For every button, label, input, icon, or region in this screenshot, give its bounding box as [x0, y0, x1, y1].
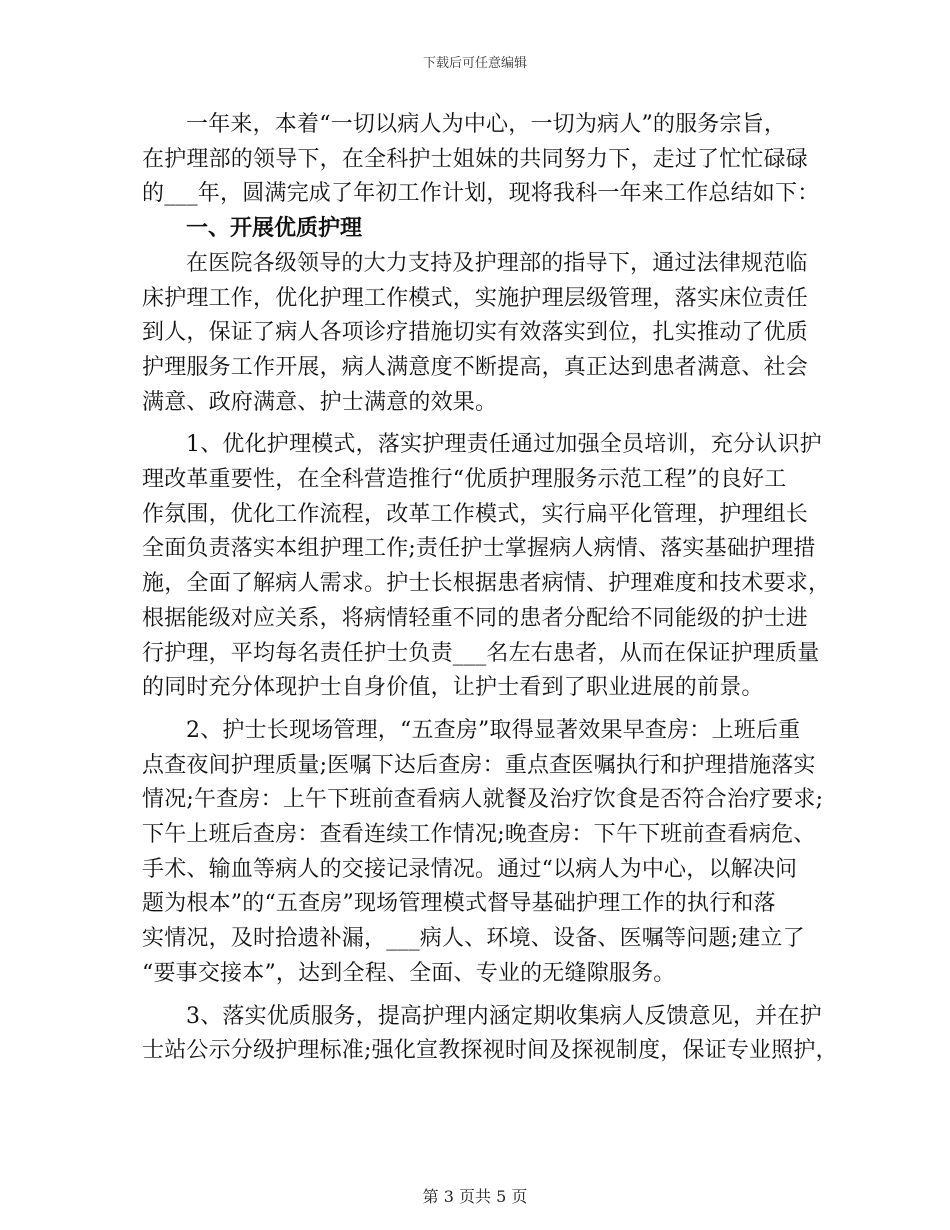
document-body — [142, 108, 838, 1069]
item-3-paragraph — [142, 1000, 838, 1069]
section-heading: 一、开展优质护理 — [186, 216, 363, 242]
text-line: 在医院各级领导的大力支持及护理部的指导下，通过法律规范临 — [186, 250, 808, 276]
text-line: 护理服务工作开展，病人满意度不断提高，真正达到患者满意、社会 — [142, 354, 809, 380]
text-line: 士站公示分级护理标准;强化宣教探视时间及探视制度，保证专业照护， — [142, 1038, 838, 1064]
text-line: 实情况，及时拾遗补漏，___病人、环境、设备、医嘱等问题;建立了 — [142, 926, 805, 952]
text-line: 全面负责落实本组护理工作;责任护士掌握病人病情、落实基础护理措 — [142, 536, 816, 562]
text-line: 一年来，本着“一切以病人为中心，一切为病人”的服务宗旨， — [186, 112, 787, 137]
text-line: 满意、政府满意、护士满意的效果。 — [142, 389, 498, 415]
text-line: 3、落实优质服务，提高护理内涵定期收集病人反馈意见，并在护 — [186, 1003, 822, 1029]
text-line: 下午上班后查房：查看连续工作情况;晚查房：下午下班前查看病危、 — [142, 822, 816, 848]
text-line: 到人，保证了病人各项诊疗措施切实有效落实到位，扎实推动了优质 — [142, 320, 809, 346]
text-line: 的同时充分体现护士自身价值，让护士看到了职业进展的前景。 — [142, 675, 764, 701]
text-line: 题为根本”的“五查房”现场管理模式督导基础护理工作的执行和落 — [142, 891, 776, 917]
text-line: 的___年，圆满完成了年初工作计划，现将我科一年来工作总结如下： — [142, 181, 820, 207]
page-number: 第 3 页共 5 页 — [422, 1187, 528, 1206]
item-1-paragraph — [142, 428, 831, 706]
text-line: 行护理，平均每名责任护士负责___名左右患者，从而在保证护理质量 — [142, 640, 820, 666]
text-line: “要事交接本”，达到全程、全面、专业的无缝隙服务。 — [142, 960, 676, 986]
text-line: 理改革重要性，在全科营造推行“优质护理服务示范工程”的良好工 — [142, 467, 787, 493]
intro-paragraph — [142, 108, 820, 212]
text-line: 施，全面了解病人需求。护士长根据患者病情、护理难度和技术要求， — [142, 571, 831, 597]
text-line: 床护理工作，优化护理工作模式，实施护理层级管理，落实床位责任 — [142, 285, 809, 311]
text-line: 点查夜间护理质量;医嘱下达后查房：重点查医嘱执行和护理措施落实 — [142, 752, 816, 778]
text-line: 手术、输血等病人的交接记录情况。通过“以病人为中心，以解决问 — [142, 856, 798, 882]
text-line: 情况;午查房：上午下班前查看病人就餐及治疗饮食是否符合治疗要求; — [142, 787, 824, 813]
text-line: 在护理部的领导下，在全科护士姐妹的共同努力下，走过了忙忙碌碌 — [142, 146, 809, 172]
text-line: 1、优化护理模式，落实护理责任通过加强全员培训，充分认识护 — [186, 432, 822, 458]
page-header-note: 下载后可任意编辑 — [422, 56, 527, 71]
text-line: 根据能级对应关系，将病情轻重不同的患者分配给不同能级的护士进 — [142, 605, 809, 631]
text-line: 作氛围，优化工作流程，改革工作模式，实行扁平化管理，护理组长 — [142, 501, 809, 527]
item-2-paragraph — [142, 714, 824, 992]
section-intro-paragraph — [142, 247, 814, 421]
text-line: 2、护士长现场管理，“五查房”取得显著效果早查房：上班后重 — [186, 717, 801, 743]
